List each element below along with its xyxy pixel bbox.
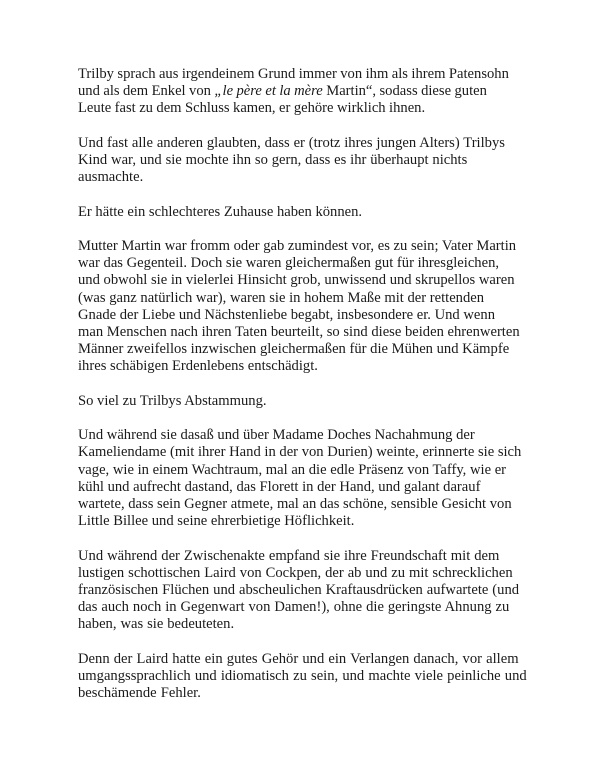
text-line: Leute fast zu dem Schluss kamen, er gehöre wirklich ihnen. xyxy=(78,100,426,117)
text-line: beschämende Fehler. xyxy=(78,685,201,702)
text-line xyxy=(78,83,540,100)
text-line: Kind war, und sie mochte ihn so gern, dass es ihr überhaupt nichts xyxy=(78,152,468,168)
paragraph-8 xyxy=(78,651,540,703)
paragraph-1 xyxy=(78,66,540,118)
text-line: Er hätte ein schlechteres Zuhause haben können. xyxy=(78,203,363,220)
text-line: vage, wie in einem Wachtraum, mal an die edle Präsenz von Taffy, wie er xyxy=(78,461,507,478)
text-line: Gnade der Liebe und Nächstenliebe begabt, insbesondere er. Und wenn xyxy=(78,306,495,323)
text-line: und obwohl sie in vielerlei Hinsicht grob, unwissend und skrupellos waren xyxy=(78,272,515,289)
text-line: ihres schäbigen Erdenlebens entschädigt. xyxy=(78,358,318,375)
paragraph-2 xyxy=(78,135,540,187)
text-line: Little Billee und seine ehrerbietige Höflichkeit. xyxy=(78,513,355,530)
text-fragment: Martin“, sodass diese guten xyxy=(322,83,487,100)
text-line: war das Gegenteil. Doch sie waren gleichermaßen gut für ihresgleichen, xyxy=(78,255,500,272)
text-line: Mutter Martin war fromm oder gab zumindest vor, es zu sein; Vater Martin xyxy=(78,237,517,254)
text-line: Trilby sprach aus irgendeinem Grund immer von ihm als ihrem Patensohn xyxy=(78,66,509,82)
paragraph-6 xyxy=(78,427,540,530)
paragraph-7 xyxy=(78,548,540,634)
text-line: Kameliendame (mit ihrer Hand in der von Durien) weinte, erinnerte sie sich xyxy=(78,444,522,461)
text-line: umgangssprachlich und idiomatisch zu sein, und machte viele peinliche und xyxy=(78,668,527,684)
paragraph-3 xyxy=(78,204,540,221)
text-line: Und während der Zwischenakte empfand sie ihre Freundschaft mit dem xyxy=(78,547,500,564)
text-line: wartete, dass sein Gegner atmete, mal an das schöne, sensible Gesicht von xyxy=(78,496,512,512)
paragraph-5 xyxy=(78,393,540,410)
document-page xyxy=(78,66,540,720)
text-line: (was ganz natürlich war), waren sie in hohem Maße mit der rettenden xyxy=(78,289,485,306)
text-line: ausmachte. xyxy=(78,169,144,186)
text-line: So viel zu Trilbys Abstammung. xyxy=(78,392,267,409)
text-line: lustigen schottischen Laird von Cockpen, der ab und zu mit schrecklichen xyxy=(78,564,513,581)
text-line: haben, was sie bedeuteten. xyxy=(78,616,235,633)
text-line: Und während sie dasaß und über Madame Doches Nachahmung der xyxy=(78,427,475,444)
text-fragment: und als dem Enkel von xyxy=(78,83,215,100)
text-line: man Menschen nach ihren Taten beurteilt, so sind diese beiden ehrenwerten xyxy=(78,324,520,340)
paragraph-4 xyxy=(78,238,540,376)
text-line: das auch noch in Gegenwart von Damen!), ohne die geringste Ahnung zu xyxy=(78,599,510,616)
text-line: Und fast alle anderen glaubten, dass er (trotz ihres jungen Alters) Trilbys xyxy=(78,134,505,151)
text-line: Männer zweifellos inzwischen gleichermaßen für die Mühen und Kämpfe xyxy=(78,341,510,358)
text-line: französischen Flüchen und abscheulichen Kraftausdrücken aufwartete (und xyxy=(78,582,520,598)
italic-phrase: „le père et la mère xyxy=(214,83,323,100)
text-line: kühl und aufrecht dastand, das Florett in der Hand, und galant darauf xyxy=(78,478,481,495)
text-line: Denn der Laird hatte ein gutes Gehör und ein Verlangen danach, vor allem xyxy=(78,650,519,667)
